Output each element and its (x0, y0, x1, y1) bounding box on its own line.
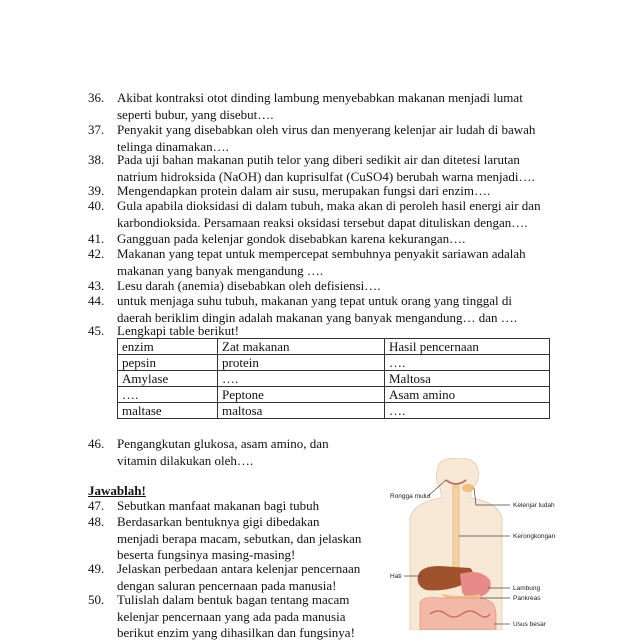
question-text: Berdasarkan bentuknya gigi dibedakan (117, 514, 320, 529)
question-number: 47. (88, 498, 105, 513)
question-number: 50. (88, 592, 105, 607)
table-cell: Amylase (118, 371, 218, 387)
table-cell: maltase (118, 403, 218, 419)
label-pancreas: Pankreas (513, 595, 541, 602)
question-text: Akibat kontraksi otot dinding lambung menyebabkan makanan menjadi lumat (117, 90, 523, 105)
question-text-line2: kelenjar pencernaan yang ada pada manusia (117, 608, 346, 624)
question-number: 44. (88, 293, 105, 308)
question-text: Gula apabila dioksidasi di dalam tubuh, maka akan di peroleh hasil energi air dan (117, 198, 541, 213)
question-text: Lesu darah (anemia) disebabkan oleh defisiensi…. (117, 278, 381, 293)
question-text-line2: dengan saluran pencernaan pada manusia! (117, 577, 337, 593)
table-cell: …. (218, 371, 385, 387)
table-row (118, 371, 550, 387)
question-text-line2: makanan yang banyak mengandung …. (117, 262, 324, 278)
table-header-row (118, 339, 550, 355)
table-row (118, 387, 550, 403)
table-header-cell: Hasil pencernaan (385, 339, 550, 355)
question-text: Tulislah dalam bentuk bagan tentang macam (117, 592, 350, 607)
question-number: 49. (88, 561, 105, 576)
question-text-line2: telinga dinamakan…. (117, 138, 229, 154)
table-cell: protein (218, 355, 385, 371)
question-text: Pada uji bahan makanan putih telor yang diberi sedikit air dan ditetesi larutan (117, 152, 520, 167)
label-esophagus: Kerongkongan (513, 533, 556, 540)
question-text-line3: beserta fungsinya masing-masing! (117, 547, 296, 562)
question-number: 41. (88, 231, 105, 246)
table-cell: …. (118, 387, 218, 403)
question-text: Pengangkutan glukosa, asam amino, dan (117, 436, 329, 451)
section-heading: Jawablah! (88, 483, 146, 498)
question-text: Makanan yang tepat untuk mempercepat sembuhnya penyakit sariawan adalah (117, 246, 526, 261)
digestive-system-diagram (380, 458, 638, 630)
question-number: 38. (88, 152, 105, 167)
table-cell: maltosa (218, 403, 385, 419)
question-number: 39. (88, 183, 105, 198)
table-cell: pepsin (118, 355, 218, 371)
question-text: Jelaskan perbedaan antara kelenjar pencernaan (117, 561, 361, 576)
question-number: 42. (88, 246, 105, 261)
label-mouth: Rongga mulut (390, 493, 431, 500)
table-header-cell: Zat makanan (218, 339, 385, 355)
question-text-line2: vitamin dilakukan oleh…. (117, 452, 254, 468)
question-number: 48. (88, 514, 105, 529)
label-salivary-gland: Kelenjar ludah (513, 502, 555, 509)
question-text-line2: karbondioksida. Persamaan reaksi oksidasi tersebut dapat dituliskan dengan…. (117, 214, 528, 230)
question-text: Lengkapi table berikut! (117, 323, 240, 338)
table-cell: …. (385, 403, 550, 419)
table-cell: Peptone (218, 387, 385, 403)
table-row (118, 403, 550, 419)
table-row (118, 355, 550, 371)
table-cell: Asam amino (385, 387, 550, 403)
esophagus-shape (453, 486, 459, 578)
table-header-cell: enzim (118, 339, 218, 355)
question-text: Mengendapkan protein dalam air susu, merupakan fungsi dari enzim…. (117, 183, 491, 198)
question-number: 43. (88, 278, 105, 293)
table-cell: …. (385, 355, 550, 371)
label-stomach: Lambung (513, 585, 541, 592)
question-text-line2: daerah beriklim dingin adalah makanan yang banyak mengandung… dan …. (117, 309, 517, 325)
question-number: 40. (88, 198, 105, 213)
question-text: Gangguan pada kelenjar gondok disebabkan karena kekurangan…. (117, 231, 466, 246)
question-text-line2: natrium hidroksida (NaOH) dan kuprisulfat (CuSO4) berubah warna menjadi…. (117, 168, 535, 184)
question-number: 36. (88, 90, 105, 105)
label-large-intestine: Usus besar (513, 621, 546, 628)
question-text-line2: menjadi berapa macam, sebutkan, dan jelaskan (117, 530, 362, 546)
salivary-gland-shape (462, 484, 474, 492)
table-cell: Maltosa (385, 371, 550, 387)
question-number: 46. (88, 436, 105, 451)
question-text-line3: berikut enzim yang dihasilkan dan fungsinya! (117, 625, 355, 640)
question-text: Penyakit yang disebabkan oleh virus dan menyerang kelenjar air ludah di bawah (117, 122, 536, 137)
label-liver: Hati (390, 573, 402, 580)
question-number: 37. (88, 122, 105, 137)
enzyme-table (117, 338, 550, 419)
question-text: untuk menjaga suhu tubuh, makanan yang tepat untuk orang yang tinggal di (117, 293, 512, 308)
question-text-line2: seperti bubur, yang disebut…. (117, 106, 274, 122)
question-text: Sebutkan manfaat makanan bagi tubuh (117, 498, 320, 513)
question-number: 45. (88, 323, 105, 338)
